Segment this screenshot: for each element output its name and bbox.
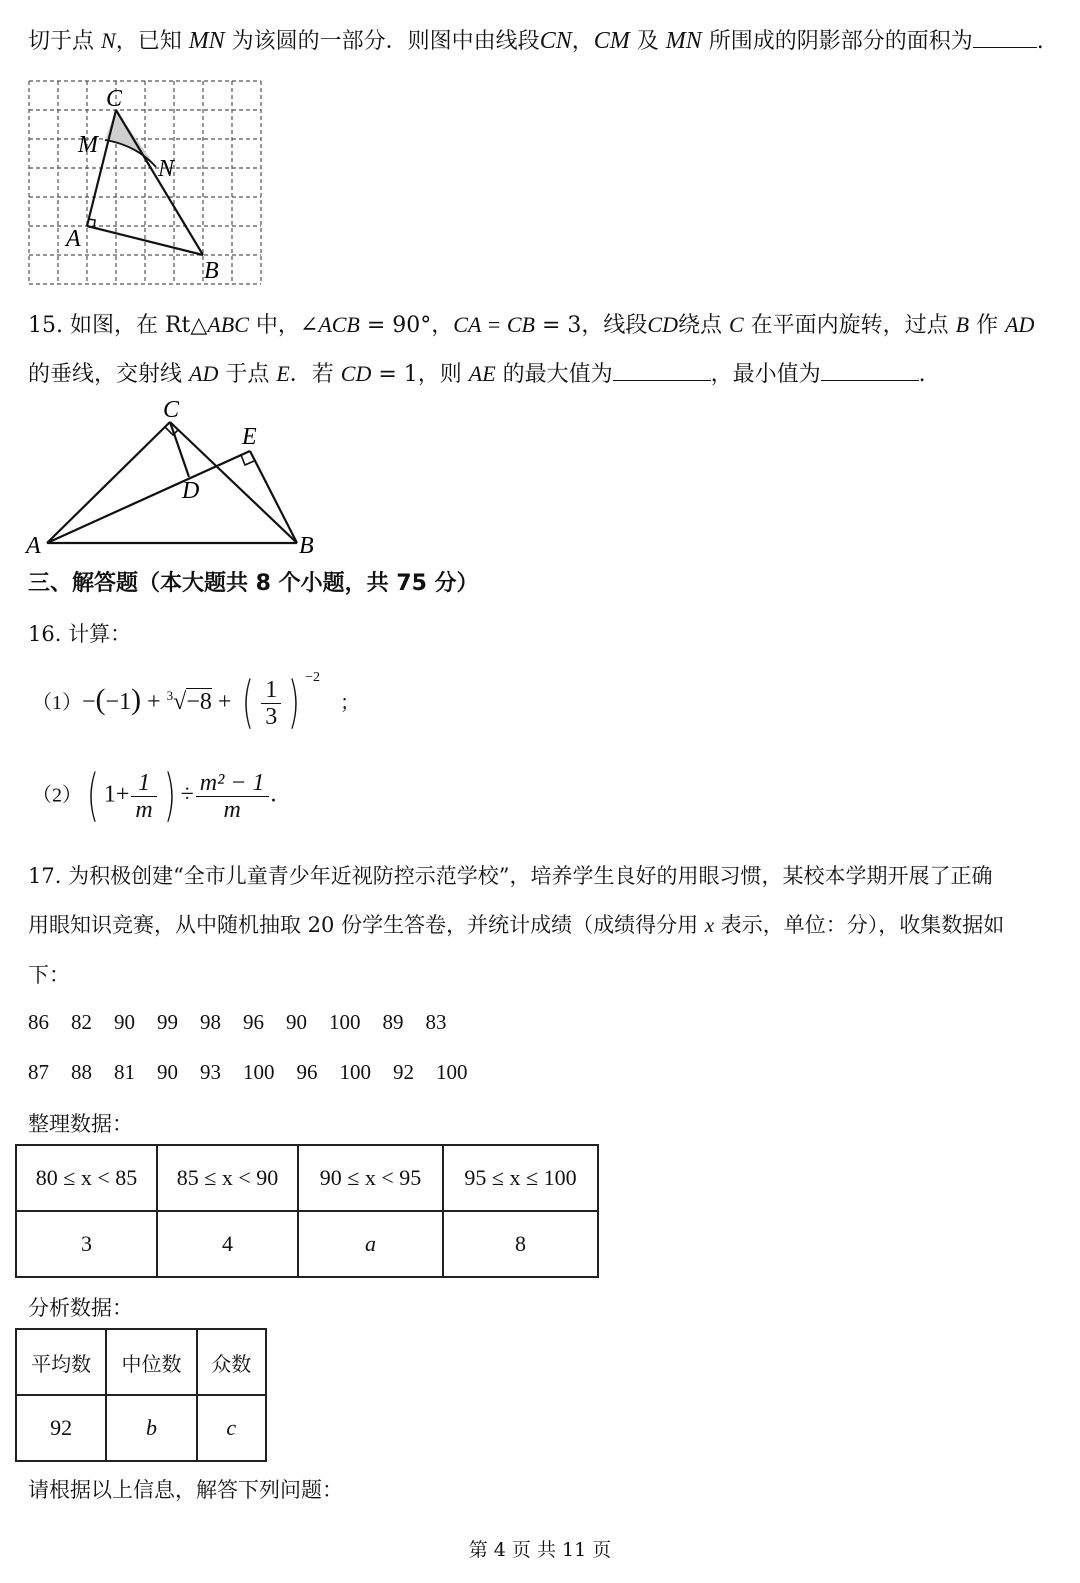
score: 100: [339, 1060, 371, 1084]
score: 98: [200, 1010, 221, 1034]
frequency-table-header: 90 ≤ x < 95: [298, 1145, 443, 1211]
score: 100: [329, 1010, 361, 1034]
q17-line-3: 下：: [28, 963, 70, 987]
q16-big-paren: (: [86, 763, 99, 828]
q15-text: = 1，则: [371, 362, 469, 387]
frequency-table-cell: a: [298, 1211, 443, 1277]
frequency-table-header: 85 ≤ x < 90: [157, 1145, 298, 1211]
q14-text: 所围成的阴影部分的面积为: [701, 29, 973, 54]
q16-part-1: [32, 670, 360, 740]
q16-part-2: [32, 763, 277, 838]
frequency-table-cell: 8: [443, 1211, 598, 1277]
frequency-table-header: 95 ≤ x ≤ 100: [443, 1145, 598, 1211]
q14-label-n: N: [158, 156, 175, 182]
q16-inner: −1: [105, 689, 132, 715]
q16-plus: +: [211, 689, 238, 715]
page-footer: 第 4 页 共 11 页: [468, 1539, 612, 1561]
q14-point-n: N: [101, 28, 116, 53]
q15-acb: ACB: [318, 312, 360, 337]
q14-arc-mn: MN: [665, 28, 702, 54]
frequency-table-cell: 4: [157, 1211, 298, 1277]
q14-text: 切于点: [28, 29, 101, 54]
q15-ae: AE: [468, 361, 496, 386]
q16-fraction-1-3: [261, 677, 281, 730]
q15-figure: [22, 395, 332, 560]
q15-side-ca: [47, 422, 170, 543]
q16-frac-num: 1: [131, 770, 156, 797]
q16-paren: (: [95, 683, 106, 716]
q14-text: 为该圆的一部分．则图中由线段: [224, 29, 540, 54]
q15-cd: CD: [340, 361, 372, 386]
q15-text: 作: [969, 313, 1006, 338]
statistics-table-header: 平均数: [16, 1329, 106, 1395]
frequency-table-cell: 3: [16, 1211, 157, 1277]
score: 89: [382, 1010, 404, 1034]
q14-label-b: B: [204, 258, 219, 284]
score: 96: [296, 1060, 318, 1084]
q17-text: 表示，单位：分），收集数据如: [714, 913, 1005, 937]
q16-frac-den: m: [223, 796, 241, 823]
frequency-table-value-row: [16, 1211, 598, 1277]
radical-icon: √: [173, 689, 187, 715]
q15-abc: ABC: [207, 312, 249, 337]
q15-label-a: A: [26, 533, 41, 559]
q15-label-d: D: [182, 478, 200, 504]
q14-label-a: A: [66, 226, 81, 252]
q14-label-m: M: [78, 132, 98, 158]
q16-big-paren: ): [288, 670, 301, 736]
q15-text: .: [918, 362, 926, 387]
q14-text: .: [1036, 29, 1044, 54]
q16-exponent: −2: [305, 670, 321, 685]
q15-line-1: [28, 308, 1034, 339]
statistics-table-header: 众数: [197, 1329, 266, 1395]
score: 86: [28, 1010, 49, 1034]
score: 90: [157, 1060, 178, 1084]
q15-c: C: [728, 312, 744, 337]
q15-text: = 90°，: [359, 313, 454, 338]
frequency-table-header: 80 ≤ x < 85: [16, 1145, 157, 1211]
q14-side-cb: [116, 110, 203, 255]
q16-divide: ÷: [180, 781, 194, 808]
section-heading: 三、解答题（本大题共 8 个小题，共 75 分）: [28, 571, 479, 596]
q16-semicolon: ；: [340, 692, 361, 714]
score: 93: [200, 1060, 221, 1084]
q15-text: 的最大值为: [495, 362, 613, 387]
statistics-table: [15, 1328, 267, 1462]
q14-text: 及: [629, 29, 666, 54]
q14-segment-cm: CM: [593, 28, 630, 54]
q15-label-b: B: [299, 533, 314, 559]
score: 83: [425, 1010, 447, 1034]
statistics-table-header-row: [16, 1329, 266, 1395]
q15-label-c: C: [163, 397, 180, 423]
score: 99: [157, 1010, 178, 1034]
q16-paren: ): [131, 683, 142, 716]
q17-line-1: 17. 为积极创建“全市儿童青少年近视防控示范学校”，培养学生良好的用眼习惯，某校本学期开展了正确: [28, 864, 993, 888]
q17-data-row-1: [28, 1010, 469, 1035]
q16-radicand: −8: [186, 689, 212, 715]
q16-part-1-label: （1）: [32, 692, 82, 714]
q14-side-ca: [87, 110, 116, 226]
q15-b: B: [955, 312, 970, 337]
q15-max-blank[interactable]: [613, 362, 711, 381]
q16-title: 16. 计算：: [28, 622, 132, 646]
q14-figure: [26, 78, 266, 288]
q15-text: 中，∠: [248, 313, 319, 338]
q14-grid: [29, 81, 261, 284]
q15-cd: CD: [647, 312, 678, 337]
statistics-table-cell: b: [106, 1395, 196, 1461]
q16-frac-den: m: [135, 796, 153, 823]
q16-frac-den: 3: [265, 703, 278, 730]
q16-frac-num: 1: [261, 677, 281, 704]
statistics-table-cell: c: [197, 1395, 266, 1461]
q15-ca-cb: CA = CB: [453, 312, 535, 337]
q15-min-blank[interactable]: [821, 362, 919, 381]
statistics-table-value-row: [16, 1395, 266, 1461]
q15-text: 在平面内旋转，过点: [743, 313, 956, 338]
q16-big-paren: ): [163, 763, 176, 828]
q15-line-2: [28, 357, 926, 388]
q16-root-index: 3: [166, 688, 174, 703]
frequency-table: [15, 1144, 599, 1278]
q16-frac-num: m² − 1: [196, 770, 269, 797]
score: 81: [114, 1060, 135, 1084]
statistics-table-header: 中位数: [106, 1329, 196, 1395]
q15-text: = 3，线段: [534, 313, 648, 338]
q15-text: 的垂线，交射线: [28, 362, 189, 387]
q16-part-2-label: （2）: [32, 784, 82, 807]
q15-segment-be: [250, 451, 297, 543]
q15-label-e: E: [242, 424, 257, 450]
q14-label-c: C: [106, 86, 123, 112]
q17-analyze-label: 分析数据：: [28, 1296, 133, 1320]
q15-text: 于点: [218, 362, 277, 387]
score: 100: [436, 1060, 468, 1084]
q15-text: ．若: [289, 362, 341, 387]
q14-text: ，: [571, 29, 594, 54]
score: 87: [28, 1060, 49, 1084]
q14-segment-cn: CN: [539, 28, 572, 54]
score: 90: [114, 1010, 135, 1034]
q15-ad: AD: [189, 361, 219, 386]
q16-plus: +: [141, 689, 167, 715]
q16-big-paren: (: [242, 670, 255, 736]
score: 88: [71, 1060, 92, 1084]
q16-fraction-m2-1-m: [196, 770, 269, 823]
q17-instruction: 请根据以上信息，解答下列问题：: [28, 1478, 343, 1502]
q17-data-row-2: [28, 1060, 490, 1085]
q15-text: ，最小值为: [710, 362, 821, 387]
q14-arc-mn: MN: [188, 28, 225, 54]
q15-e: E: [276, 361, 290, 386]
q16-fraction-1-m: [131, 770, 156, 823]
frequency-table-header-row: [16, 1145, 598, 1211]
q15-ray-ae: [47, 451, 250, 543]
score: 100: [243, 1060, 275, 1084]
q17-x: x: [704, 913, 715, 937]
q16-period: .: [270, 781, 277, 808]
q15-text: 绕点: [677, 313, 729, 338]
score: 96: [243, 1010, 264, 1034]
score: 92: [393, 1060, 414, 1084]
statistics-table-cell: 92: [16, 1395, 106, 1461]
q14-text: ，已知: [115, 29, 189, 54]
q14-text-line: [28, 24, 1044, 55]
q16-one-plus: 1+: [103, 781, 130, 808]
q17-line-2: [28, 909, 1004, 939]
q14-answer-blank[interactable]: [973, 29, 1037, 48]
q15-text: 15. 如图，在 Rt△: [28, 313, 208, 338]
score: 82: [71, 1010, 92, 1034]
q17-text: 用眼知识竞赛，从中随机抽取 20 份学生答卷，并统计成绩（成绩得分用: [28, 913, 705, 937]
score: 90: [286, 1010, 307, 1034]
q15-ad: AD: [1005, 312, 1035, 337]
q17-organize-label: 整理数据：: [28, 1112, 133, 1136]
q16-minus: −: [82, 689, 96, 715]
